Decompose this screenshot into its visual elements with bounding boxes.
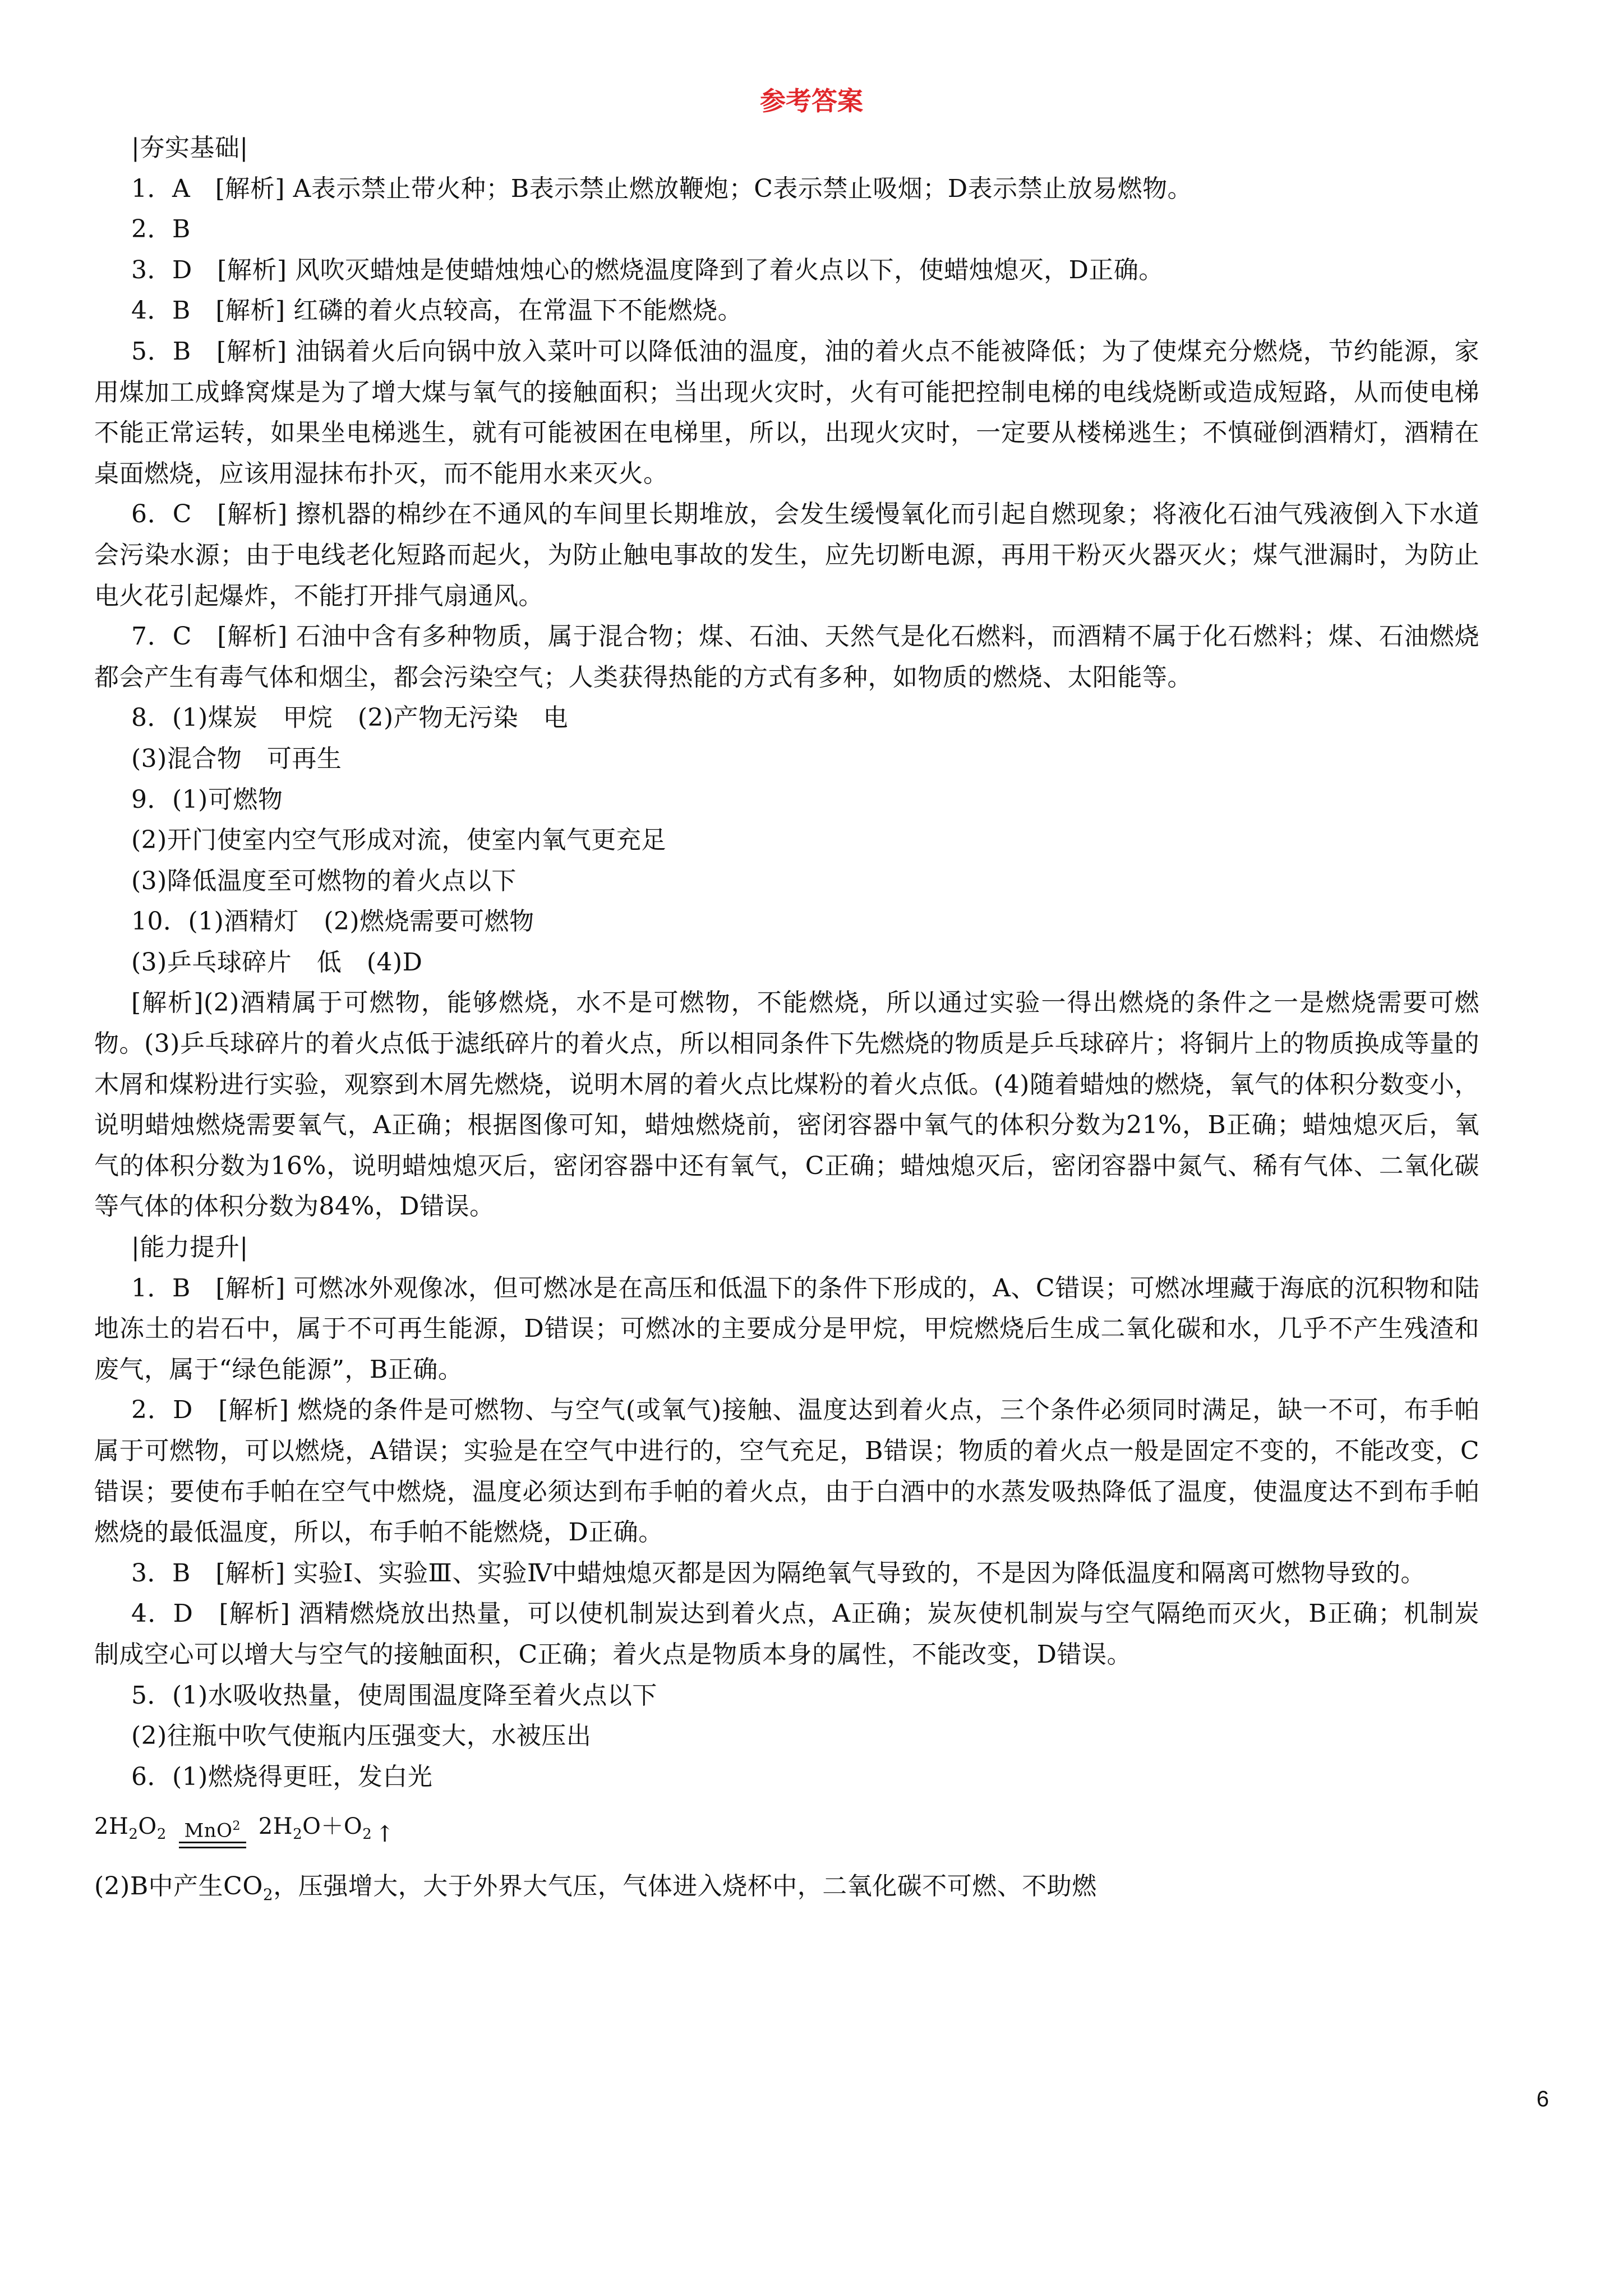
answer-paragraph: 7．C [解析] 石油中含有多种物质，属于混合物；煤、石油、天然气是化石燃料，而酒精不属于化石燃料；煤、石油燃烧都会产生有毒气体和烟尘，都会污染空气；人类获得热能的方式有多种，如物质的燃烧、太阳能等。 (94, 622, 1479, 692)
answer-paragraph: 5．(1)水吸收热量，使周围温度降至着火点以下 (131, 1681, 657, 1710)
answer-subline: (3)混合物 可再生 (131, 744, 342, 773)
answer-paragraph: 10．(1)酒精灯 (2)燃烧需要可燃物 (131, 907, 534, 936)
chemical-equation (94, 1806, 1479, 1855)
page-number: 6 (1536, 2087, 1549, 2111)
explanation-paragraph: [解析](2)酒精属于可燃物，能够燃烧，水不是可燃物，不能燃烧，所以通过实验一得出燃烧的条件之一是燃烧需要可燃物。(3)乒乓球碎片的着火点低于滤纸碎片的着火点，所以相同条件下先燃烧的物质是乒乓球碎片；将铜片上的物质换成等量的木屑和煤粉进行实验，观察到木屑先燃烧，说明木屑的着火点比煤粉的着火点低。(4)随着蜡烛的燃烧，氧气的体积分数变小，说明蜡烛燃烧需要氧气，A正确；根据图像可知，蜡烛燃烧前，密闭容器中氧气的体积分数为21%，B正确；蜡烛熄灭后，氧气的体积分数为16%，说明蜡烛熄灭后，密闭容器中还有氧气，C正确；蜡烛熄灭后，密闭容器中氮气、稀有气体、二氧化碳等气体的体积分数为84%，D错误。 (94, 988, 1479, 1221)
page-title: 参考答案 (760, 86, 863, 116)
answer-subline: (3)乒乓球碎片 低 (4)D (131, 947, 423, 977)
answer-paragraph: 1．A [解析] A表示禁止带火种；B表示禁止燃放鞭炮；C表示禁止吸烟；D表示禁止放易燃物。 (131, 174, 1193, 203)
answer-paragraph: 3．D [解析] 风吹灭蜡烛是使蜡烛烛心的燃烧温度降到了着火点以下，使蜡烛熄灭，D正确。 (131, 255, 1164, 284)
answer-subline: (2)往瓶中吹气使瓶内压强变大，水被压出 (131, 1722, 592, 1751)
equals-sign (179, 1842, 246, 1848)
answer-subline: (3)降低温度至可燃物的着火点以下 (131, 866, 517, 895)
answer-paragraph: 2．B (131, 215, 191, 244)
answer-paragraph: 4．D [解析] 酒精燃烧放出热量，可以使机制炭达到着火点，A正确；炭灰使机制炭与空气隔绝而灭火，B正确；机制炭制成空心可以增大与空气的接触面积，C正确；着火点是物质本身的属性，不能改变，D错误。 (94, 1599, 1479, 1669)
gas-arrow-icon: ↑ (375, 1821, 395, 1848)
answer-paragraph: 3．B [解析] 实验Ⅰ、实验Ⅲ、实验Ⅳ中蜡烛熄灭都是因为隔绝氧气导致的，不是因为降低温度和隔离可燃物导致的。 (131, 1558, 1426, 1588)
answer-paragraph: 9．(1)可燃物 (131, 785, 283, 814)
answer-paragraph: 1．B [解析] 可燃冰外观像冰，但可燃冰是在高压和低温下的条件下形成的，A、C错误；可燃冰埋藏于海底的沉积物和陆地冻土的岩石中，属于不可再生能源，D错误；可燃冰的主要成分是甲烷，甲烷燃烧后生成二氧化碳和水，几乎不产生残渣和废气，属于“绿色能源”，B正确。 (94, 1273, 1479, 1384)
answer-paragraph: 4．B [解析] 红磷的着火点较高，在常温下不能燃烧。 (131, 296, 743, 325)
equation-products: $2H_2O+O_2$ (258, 1814, 372, 1843)
section-heading-advanced: |能力提升| (131, 1233, 248, 1262)
answer-paragraph: 6．(1)燃烧得更旺，发白光 (131, 1762, 433, 1791)
answer-paragraph: 5．B [解析] 油锅着火后向锅中放入菜叶可以降低油的温度，油的着火点不能被降低；为了使煤充分燃烧，节约能源，家用煤加工成蜂窝煤是为了增大煤与氧气的接触面积；当出现火灾时，火有可能把控制电梯的电线烧断或造成短路，从而使电梯不能正常运转，如果坐电梯逃生，就有可能被困在电梯里，所以，出现火灾时，一定要从楼梯逃生；不慎碰倒酒精灯，酒精在桌面燃烧，应该用湿抹布扑灭，而不能用水来灭火。 (94, 337, 1479, 488)
answer-paragraph: 2．D [解析] 燃烧的条件是可燃物、与空气(或氧气)接触、温度达到着火点，三个条件必须同时满足，缺一不可，布手帕属于可燃物，可以燃烧，A错误；实验是在空气中进行的，空气充足，B错误；物质的着火点一般是固定不变的，不能改变，C错误；要使布手帕在空气中燃烧，温度必须达到布手帕的着火点，由于白酒中的水蒸发吸热降低了温度，使温度达不到布手帕燃烧的最低温度，所以，布手帕不能燃烧，D正确。 (94, 1396, 1479, 1547)
answer-paragraph: 8．(1)煤炭 甲烷 (2)产物无污染 电 (131, 703, 569, 733)
answer-content (94, 128, 1479, 1915)
equation-reactant: $2H_2O_2$ (94, 1814, 167, 1843)
section-heading-basic: |夯实基础| (131, 134, 248, 162)
answer-subline: (2)开门使室内空气形成对流，使室内氧气更充足 (131, 826, 666, 855)
answer-paragraph-last: (2)B中产生$CO_2$，压强增大，大于外界大气压，气体进入烧杯中，二氧化碳不可燃、不助燃 (94, 1871, 1097, 1904)
equation-catalyst: MnO$^2$ (179, 1815, 246, 1848)
answer-paragraph: 6．C [解析] 擦机器的棉纱在不通风的车间里长期堆放，会发生缓慢氧化而引起自燃现象；将液化石油气残液倒入下水道会污染水源；由于电线老化短路而起火，为防止触电事故的发生，应先切断电源，再用干粉灭火器灭火；煤气泄漏时，为防止电火花引起爆炸，不能打开排气扇通风。 (94, 500, 1479, 610)
